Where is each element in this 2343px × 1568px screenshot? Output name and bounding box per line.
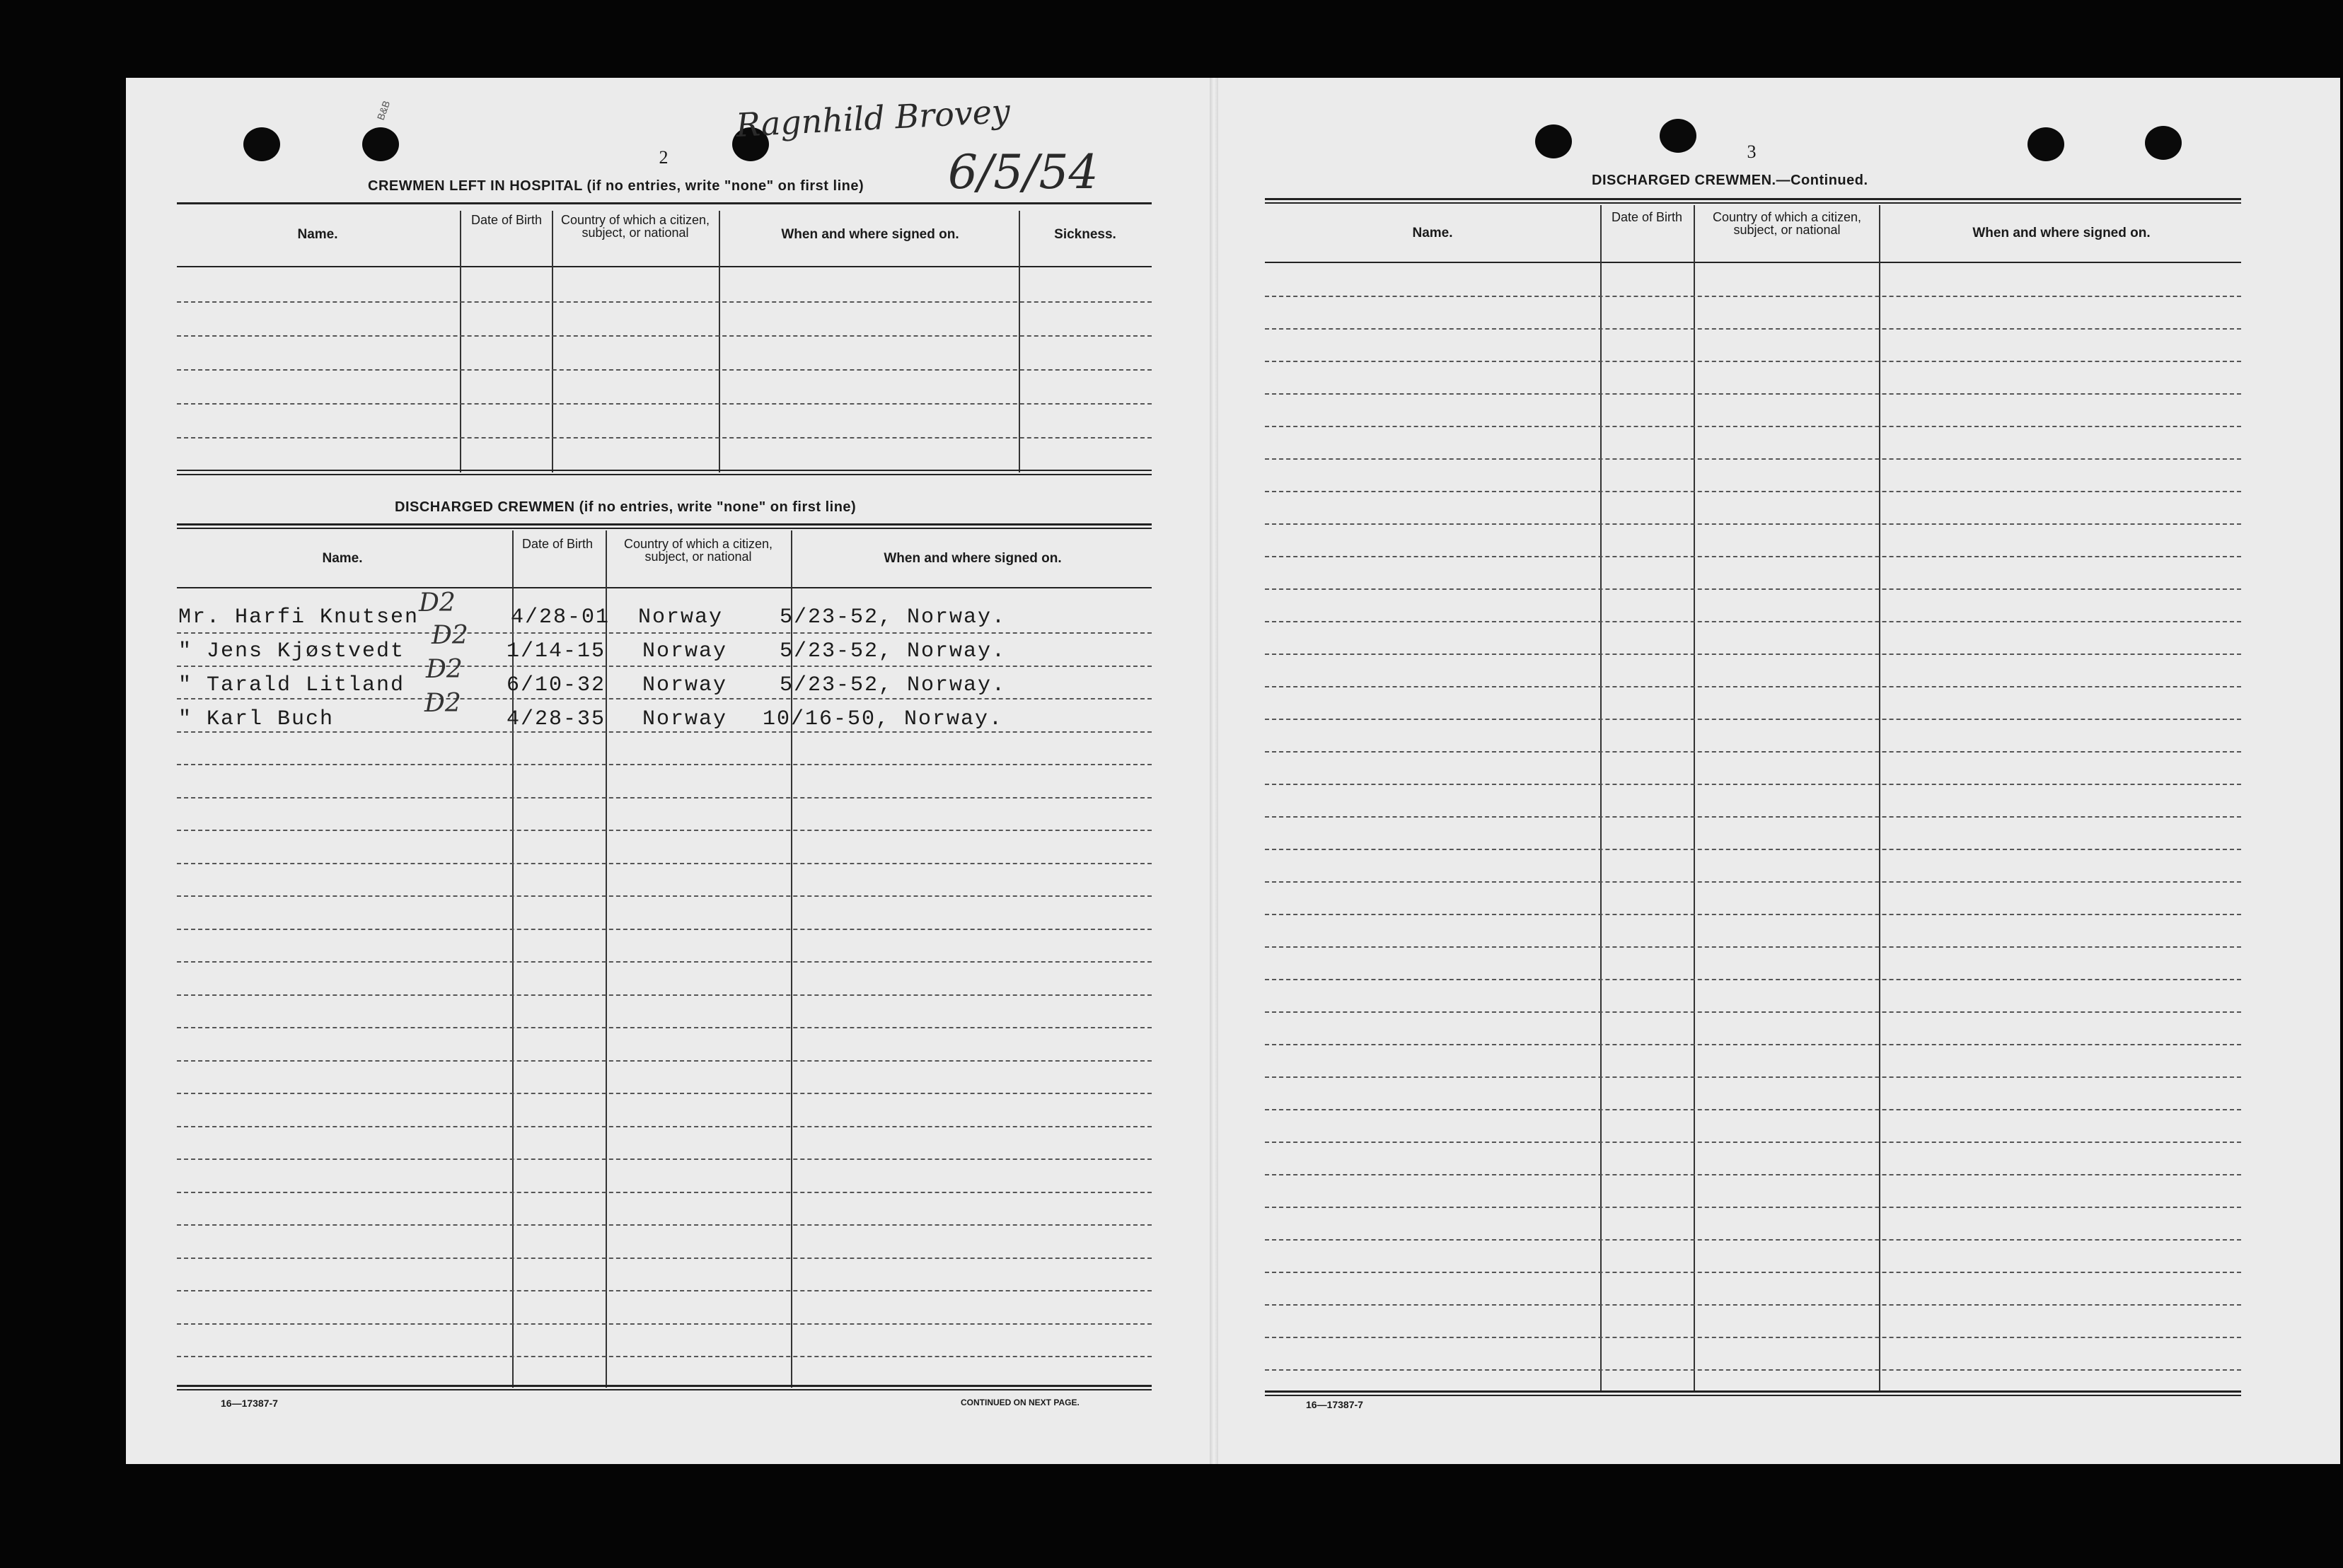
hospital-col-divider bbox=[552, 211, 553, 472]
crew-row-country: Norway bbox=[642, 639, 728, 663]
ruled-line bbox=[1265, 588, 2241, 590]
crew-row-mark: D2 bbox=[419, 588, 456, 617]
hospital-header-country: Country of which a citizen, subject, or national bbox=[560, 213, 710, 240]
crew-row-country: Norway bbox=[638, 605, 724, 629]
ruled-line bbox=[1265, 1142, 2241, 1143]
ruled-line bbox=[177, 961, 1152, 963]
ruled-line bbox=[177, 632, 1152, 634]
hospital-bottom-rule bbox=[177, 474, 1152, 475]
hospital-header-signed-on: When and where signed on. bbox=[781, 227, 959, 242]
crew-row-name: " Jens Kjøstvedt bbox=[178, 639, 405, 663]
discharged-header-name: Name. bbox=[322, 551, 363, 566]
ruled-line bbox=[177, 830, 1152, 831]
crew-row-name: " Karl Buch bbox=[178, 707, 335, 731]
ruled-line bbox=[177, 1224, 1152, 1226]
crew-row-name: " Tarald Litland bbox=[178, 673, 405, 697]
stamp: B&B bbox=[374, 99, 393, 122]
crew-row-country: Norway bbox=[642, 707, 728, 731]
ruled-line bbox=[1265, 426, 2241, 427]
crew-row-mark: D2 bbox=[432, 621, 468, 650]
discharged-header-rule bbox=[177, 587, 1152, 588]
hospital-header-name: Name. bbox=[297, 227, 338, 242]
discharged-header-dob: Date of Birth bbox=[521, 537, 594, 551]
punch-hole bbox=[1660, 119, 1696, 153]
handwritten-name: Ragnhild Brovey bbox=[734, 91, 1012, 145]
right-header-rule bbox=[1265, 262, 2241, 263]
hospital-line bbox=[177, 335, 1152, 337]
ruled-line bbox=[1265, 361, 2241, 362]
right-top-rule bbox=[1265, 198, 2241, 200]
right-header-name: Name. bbox=[1412, 226, 1453, 240]
ruled-line bbox=[1265, 1011, 2241, 1013]
ruled-line bbox=[1265, 686, 2241, 687]
ruled-line bbox=[177, 1060, 1152, 1062]
continued-note: CONTINUED ON NEXT PAGE. bbox=[961, 1398, 1080, 1407]
ruled-line bbox=[177, 666, 1152, 667]
ruled-line bbox=[177, 1192, 1152, 1193]
punch-hole bbox=[2145, 126, 2182, 160]
punch-hole bbox=[1535, 124, 1572, 158]
hospital-section-title: CREWMEN LEFT IN HOSPITAL (if no entries, write "none" on first line) bbox=[368, 178, 864, 194]
crew-row-name: Mr. Harfi Knutsen bbox=[178, 605, 420, 629]
ruled-line bbox=[1265, 1337, 2241, 1338]
crew-row-dob: 6/10-32 bbox=[507, 673, 606, 697]
ruled-line bbox=[1265, 914, 2241, 915]
ruled-line bbox=[1265, 751, 2241, 753]
ruled-line bbox=[1265, 556, 2241, 557]
ruled-line bbox=[1265, 1369, 2241, 1371]
ruled-line bbox=[1265, 1304, 2241, 1306]
discharged-bottom-rule bbox=[177, 1385, 1152, 1387]
right-col-divider bbox=[1694, 205, 1695, 1392]
ruled-line bbox=[1265, 393, 2241, 395]
ruled-line bbox=[1265, 1044, 2241, 1045]
ruled-line bbox=[1265, 1239, 2241, 1241]
hospital-line bbox=[177, 403, 1152, 405]
crew-row-signed-on: 10/16-50, Norway. bbox=[763, 707, 1004, 731]
hospital-header-sickness: Sickness. bbox=[1054, 227, 1116, 242]
crew-row-dob: 4/28-01 bbox=[511, 605, 611, 629]
ruled-line bbox=[1265, 523, 2241, 525]
ruled-line bbox=[1265, 296, 2241, 297]
right-top-rule bbox=[1265, 202, 2241, 204]
ruled-line bbox=[177, 1290, 1152, 1291]
hospital-header-dob: Date of Birth bbox=[470, 213, 543, 227]
crew-row-signed-on: 5/23-52, Norway. bbox=[780, 639, 1007, 663]
ruled-line bbox=[1265, 1076, 2241, 1078]
ruled-line bbox=[1265, 849, 2241, 850]
ruled-line bbox=[1265, 654, 2241, 655]
crew-row-country: Norway bbox=[642, 673, 728, 697]
ruled-line bbox=[177, 1323, 1152, 1325]
discharged-header-signed-on: When and where signed on. bbox=[884, 551, 1062, 566]
discharged-section-title: DISCHARGED CREWMEN (if no entries, write "none" on first line) bbox=[395, 499, 857, 515]
ruled-line bbox=[1265, 946, 2241, 948]
ruled-line bbox=[1265, 784, 2241, 785]
ruled-line bbox=[1265, 816, 2241, 818]
ruled-line bbox=[177, 698, 1152, 699]
ruled-line bbox=[177, 929, 1152, 930]
crew-row-dob: 4/28-35 bbox=[507, 707, 606, 731]
right-bottom-rule bbox=[1265, 1395, 2241, 1396]
document-sheet bbox=[126, 78, 2340, 1464]
ruled-line bbox=[1265, 1109, 2241, 1110]
ruled-line bbox=[177, 1258, 1152, 1259]
hospital-col-divider bbox=[460, 211, 461, 472]
ruled-line bbox=[1265, 1174, 2241, 1175]
hospital-line bbox=[177, 369, 1152, 371]
page-number-right: 3 bbox=[1747, 141, 1757, 162]
ruled-line bbox=[177, 994, 1152, 996]
crew-row-signed-on: 5/23-52, Norway. bbox=[780, 673, 1007, 697]
ruled-line bbox=[177, 1027, 1152, 1028]
ruled-line bbox=[177, 1093, 1152, 1094]
ruled-line bbox=[177, 764, 1152, 765]
right-bottom-rule bbox=[1265, 1390, 2241, 1393]
ruled-line bbox=[1265, 881, 2241, 883]
ruled-line bbox=[177, 1126, 1152, 1127]
ruled-line bbox=[177, 863, 1152, 864]
page-fold bbox=[1210, 78, 1218, 1464]
right-header-dob: Date of Birth bbox=[1611, 210, 1683, 224]
crew-row-signed-on: 5/23-52, Norway. bbox=[780, 605, 1007, 629]
discharged-col-divider bbox=[606, 530, 607, 1388]
ruled-line bbox=[177, 1158, 1152, 1160]
hospital-col-divider bbox=[1019, 211, 1020, 472]
right-header-signed-on: When and where signed on. bbox=[1972, 226, 2151, 240]
ruled-line bbox=[1265, 458, 2241, 460]
ruled-line bbox=[1265, 621, 2241, 622]
form-number-left: 16—17387-7 bbox=[221, 1398, 278, 1409]
hospital-top-rule bbox=[177, 202, 1152, 204]
page-number-left: 2 bbox=[659, 147, 669, 168]
right-col-divider bbox=[1600, 205, 1602, 1392]
ruled-line bbox=[177, 895, 1152, 897]
right-header-country: Country of which a citizen, subject, or national bbox=[1712, 210, 1862, 237]
ruled-line bbox=[1265, 1207, 2241, 1208]
form-number-right: 16—17387-7 bbox=[1306, 1399, 1363, 1410]
ruled-line bbox=[1265, 1272, 2241, 1273]
ruled-line bbox=[1265, 328, 2241, 330]
discharged-bottom-rule bbox=[177, 1389, 1152, 1390]
right-section-title: DISCHARGED CREWMEN.—Continued. bbox=[1592, 173, 1868, 188]
discharged-top-rule bbox=[177, 528, 1152, 529]
crew-row-dob: 1/14-15 bbox=[507, 639, 606, 663]
hospital-line bbox=[177, 301, 1152, 303]
crew-row-mark: D2 bbox=[424, 689, 461, 718]
hospital-line bbox=[177, 437, 1152, 439]
ruled-line bbox=[1265, 719, 2241, 720]
handwritten-date: 6/5/54 bbox=[948, 145, 1099, 199]
ruled-line bbox=[177, 1356, 1152, 1357]
hospital-bottom-rule bbox=[177, 470, 1152, 471]
crew-row-mark: D2 bbox=[426, 655, 463, 684]
ruled-line bbox=[1265, 491, 2241, 492]
ruled-line bbox=[177, 797, 1152, 798]
hospital-col-divider bbox=[719, 211, 720, 472]
hospital-header-rule bbox=[177, 266, 1152, 267]
punch-hole bbox=[243, 127, 280, 161]
ruled-line bbox=[1265, 979, 2241, 980]
punch-hole bbox=[2027, 127, 2064, 161]
discharged-top-rule bbox=[177, 523, 1152, 525]
discharged-header-country: Country of which a citizen, subject, or national bbox=[623, 537, 773, 564]
right-col-divider bbox=[1879, 205, 1880, 1392]
punch-hole bbox=[362, 127, 399, 161]
